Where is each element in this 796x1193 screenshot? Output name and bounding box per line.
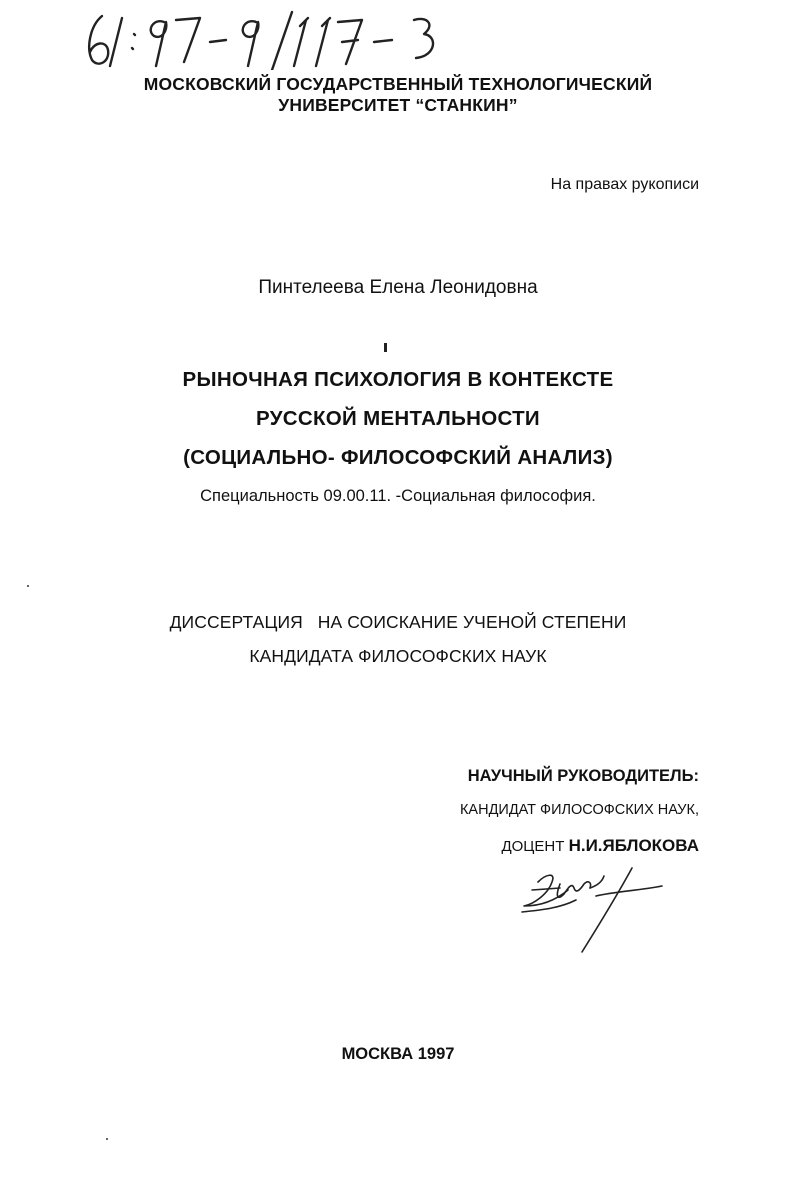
handwritten-archive-code [80,8,460,70]
city-and-year: МОСКВА 1997 [341,1045,455,1063]
supervisor-line [501,836,699,856]
author-name: Пинтелеева Елена Леонидовна [258,277,538,298]
thesis-title-line3: (СОЦИАЛЬНО- ФИЛОСОФСКИЙ АНАЛИЗ) [183,446,613,469]
dissertation-type-line1: ДИССЕРТАЦИЯ НА СОИСКАНИЕ УЧЕНОЙ СТЕПЕНИ [169,612,627,632]
thesis-title-line1: РЫНОЧНАЯ ПСИХОЛОГИЯ В КОНТЕКСТЕ [182,368,614,391]
manuscript-rights-note: На правах рукописи [550,176,699,193]
supervisor-position: ДОЦЕНТ [501,838,569,855]
scan-speck [106,1138,108,1140]
university-name-line1: МОСКОВСКИЙ ГОСУДАРСТВЕННЫЙ ТЕХНОЛОГИЧЕСКИЙ [143,74,653,94]
scan-mark [384,343,387,352]
supervisor-signature [512,860,672,960]
dissertation-type-line2: КАНДИДАТА ФИЛОСОФСКИХ НАУК [249,646,547,666]
scan-speck [27,585,29,587]
specialty-line: Специальность 09.00.11. -Социальная философия. [200,487,596,505]
supervisor-label: НАУЧНЫЙ РУКОВОДИТЕЛЬ: [467,767,699,785]
supervisor-name: Н.И.ЯБЛОКОВА [568,836,699,855]
thesis-title-line2: РУССКОЙ МЕНТАЛЬНОСТИ [256,407,540,430]
university-name-line2: УНИВЕРСИТЕТ “СТАНКИН” [278,95,518,115]
supervisor-degree: КАНДИДАТ ФИЛОСОФСКИХ НАУК, [459,802,699,818]
